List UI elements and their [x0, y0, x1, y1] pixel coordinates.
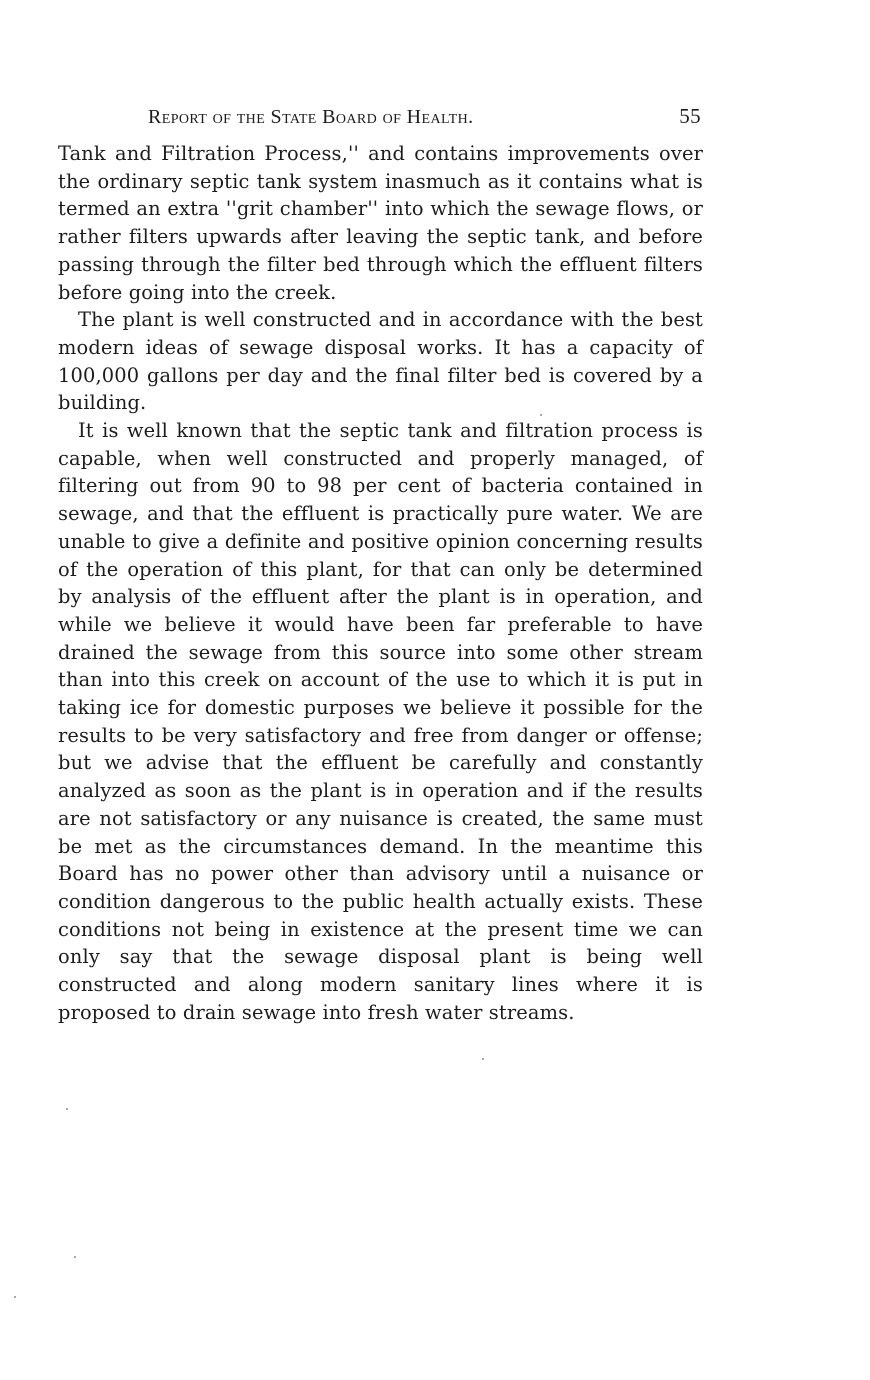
paragraph: It is well known that the septic tank and filtration process is capable, when well constructed and properly managed, of filtering out from 90 to 98 per cent of bacteria contained in sewage, and that the effluent is practically pure water. We are unable to give a definite and positive opinion concerning results of the operation of this plant, for that can only be determined by analysis of the effluent after the plant is in operation, and while we believe it would have been far preferable to have drained the sewage from this source into some other stream than into this creek on account of the use to which it is put in taking ice for domestic purposes we believe it possible for the results to be very satisfactory and free from danger or offense; but we advise that the effluent be carefully and constantly analyzed as soon as the plant is in operation and if the results are not satisfactory or any nuisance is created, the same must be met as the circumstances demand. In the meantime this Board has no power other than advisory until a nuisance or condition dangerous to the public health actually exists. These conditions not being in existence at the present time we can only say that the sewage disposal plant is being well constructed and along modern sanitary lines where it is proposed to drain sewage into fresh water streams.	[58, 419, 703, 1024]
running-header	[58, 100, 703, 140]
scan-speck	[14, 1296, 16, 1298]
book-page	[58, 100, 703, 1027]
scan-speck	[540, 414, 542, 416]
page-number: 55	[679, 104, 701, 128]
running-title: Report of the State Board of Health.	[148, 106, 474, 128]
scan-speck	[74, 1256, 76, 1258]
body-text	[58, 140, 703, 1027]
scan-speck	[66, 1108, 68, 1110]
paragraph: The plant is well constructed and in accordance with the best modern ideas of sewage disposal works. It has a capacity of 100,000 gallons per day and the final filter bed is covered by a building.	[58, 308, 703, 415]
paragraph: Tank and Filtration Process,'' and contains improvements over the ordinary septic tank system inasmuch as it contains what is termed an extra ''grit chamber'' into which the sewage flows, or rather filters upwards after leaving the septic tank, and before passing through the filter bed through which the effluent filters before going into the creek.	[58, 142, 703, 304]
scan-speck	[482, 1058, 484, 1060]
